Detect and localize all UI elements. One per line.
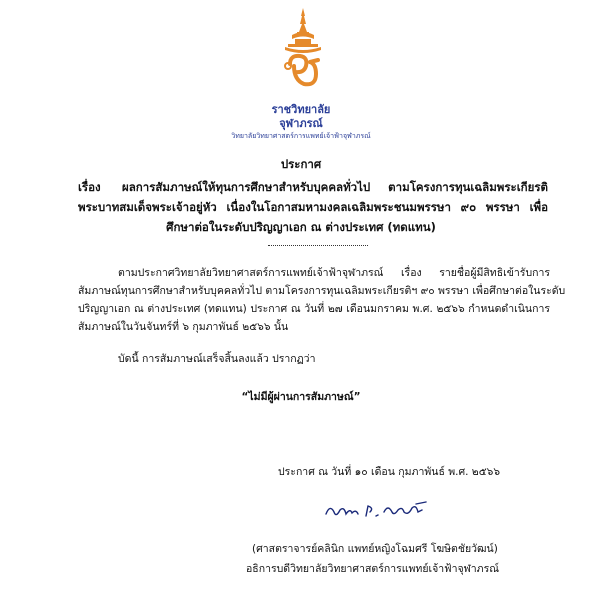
subject-line-3: ศึกษาต่อในระดับปริญญาเอก ณ ต่างประเทศ (ทดแทน): [166, 220, 436, 234]
signer-role: อธิการบดีวิทยาลัยวิทยาศาสตร์การแพทย์เจ้าฟ้าจุฬาภรณ์: [246, 563, 499, 575]
paragraph-1-line-1: ตามประกาศวิทยาลัยวิทยาศาสตร์การแพทย์เจ้าฟ้าจุฬาภรณ์ เรื่อง รายชื่อผู้มีสิทธิเข้ารับการ: [118, 267, 550, 279]
subject-line-2: พระบาทสมเด็จพระเจ้าอยู่หัว เนื่องในโอกาสมหามงคลเฉลิมพระชนมพรรษา ๙๐ พรรษา เพื่อ: [78, 200, 548, 214]
subject-line-1: ผลการสัมภาษณ์ให้ทุนการศึกษาสำหรับบุคคลทั่วไป ตามโครงการทุนเฉลิมพระเกียรติ: [122, 180, 548, 194]
paragraph-1-line-2: สัมภาษณ์ทุนการศึกษาสำหรับบุคคลทั่วไป ตามโครงการทุนเฉลิมพระเกียรติฯ ๙๐ พรรษา เพื่อศึกษาต่อในระดับ: [78, 285, 566, 297]
separator-dots: [268, 245, 368, 246]
signer-name: (ศาสตราจารย์คลินิก แพทย์หญิงโฉมศรี โฆษิตชัยวัฒน์): [252, 543, 498, 555]
paragraph-1-line-3: ปริญญาเอก ณ ต่างประเทศ (ทดแทน) ประกาศ ณ วันที่ ๒๗ เดือนมกราคม พ.ศ. ๒๕๖๖ กำหนดดำเนินการ: [78, 303, 550, 315]
page-title: ประกาศ: [280, 157, 322, 171]
result-statement: “ไม่มีผู้ผ่านการสัมภาษณ์”: [241, 391, 361, 403]
org-name: ราชวิทยาลัย: [271, 103, 331, 116]
org-name-2: จุฬาภรณ์: [279, 117, 323, 130]
paragraph-2: บัดนี้ การสัมภาษณ์เสร็จสิ้นลงแล้ว ปรากฏว่า: [118, 353, 316, 365]
royal-emblem-icon: [268, 6, 338, 98]
subject-label: เรื่อง: [78, 180, 101, 194]
signature: [322, 500, 442, 522]
announcement-date: ประกาศ ณ วันที่ ๑๐ เดือน กุมภาพันธ์ พ.ศ. ๒๕๖๖: [278, 466, 500, 478]
paragraph-1-line-4: สัมภาษณ์ในวันจันทร์ที่ ๖ กุมภาพันธ์ ๒๕๖๖ นั้น: [78, 321, 289, 333]
org-subtitle: วิทยาลัยวิทยาศาสตร์การแพทย์เจ้าฟ้าจุฬาภรณ์: [231, 132, 371, 140]
